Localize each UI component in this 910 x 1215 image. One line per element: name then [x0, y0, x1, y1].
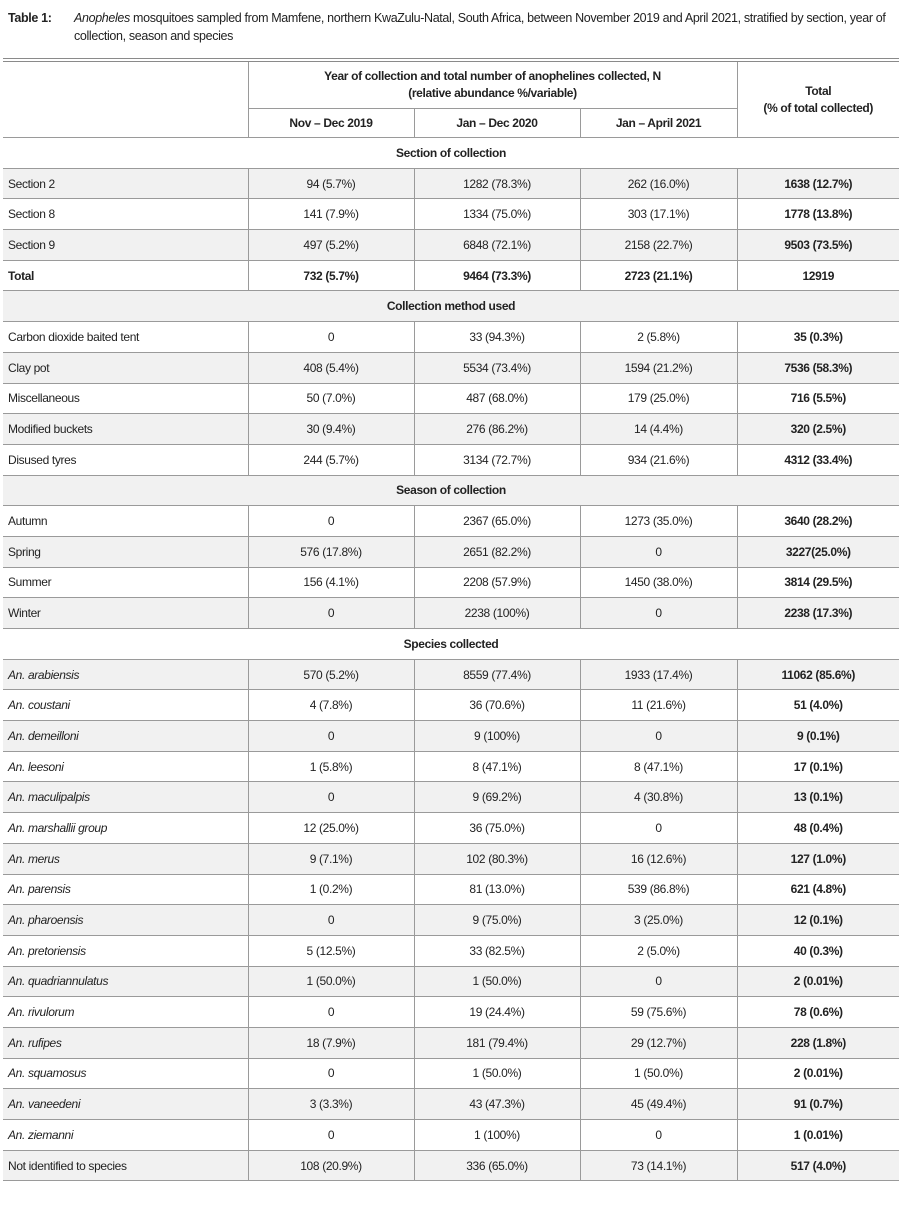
caption-text: [74, 9, 893, 45]
value-cell: 18 (7.9%): [248, 1027, 414, 1058]
header-total-line1: Total: [805, 83, 832, 98]
value-cell: 303 (17.1%): [580, 199, 737, 230]
row-label: An. quadriannulatus: [3, 966, 248, 997]
value-cell: 14 (4.4%): [580, 414, 737, 445]
table-row: [3, 1089, 899, 1120]
table-row: [3, 230, 899, 261]
total-cell: 78 (0.6%): [737, 997, 899, 1028]
value-cell: 33 (82.5%): [414, 935, 580, 966]
value-cell: 0: [248, 598, 414, 629]
value-cell: 1 (50.0%): [248, 966, 414, 997]
table-row: [3, 751, 899, 782]
row-label: An. arabiensis: [3, 659, 248, 690]
table-row: [3, 260, 899, 291]
section-title: Species collected: [3, 629, 899, 660]
value-cell: 0: [248, 506, 414, 537]
value-cell: 8559 (77.4%): [414, 659, 580, 690]
value-cell: 2 (5.0%): [580, 935, 737, 966]
total-cell: 621 (4.8%): [737, 874, 899, 905]
value-cell: 141 (7.9%): [248, 199, 414, 230]
section-title: Season of collection: [3, 475, 899, 506]
value-cell: 570 (5.2%): [248, 659, 414, 690]
value-cell: 0: [248, 997, 414, 1028]
row-label: An. squamosus: [3, 1058, 248, 1089]
table-row: [3, 721, 899, 752]
total-cell: 127 (1.0%): [737, 843, 899, 874]
row-label: An. merus: [3, 843, 248, 874]
table-row: [3, 966, 899, 997]
value-cell: 0: [248, 782, 414, 813]
header-col-2019: Nov – Dec 2019: [248, 109, 414, 138]
table-row: [3, 905, 899, 936]
table-row: [3, 414, 899, 445]
total-cell: 11062 (85.6%): [737, 659, 899, 690]
table-caption: [8, 9, 893, 45]
value-cell: 934 (21.6%): [580, 444, 737, 475]
total-cell: 17 (0.1%): [737, 751, 899, 782]
value-cell: 45 (49.4%): [580, 1089, 737, 1120]
value-cell: 4 (7.8%): [248, 690, 414, 721]
value-cell: 8 (47.1%): [414, 751, 580, 782]
header-col-2020: Jan – Dec 2020: [414, 109, 580, 138]
value-cell: 179 (25.0%): [580, 383, 737, 414]
value-cell: 29 (12.7%): [580, 1027, 737, 1058]
value-cell: 59 (75.6%): [580, 997, 737, 1028]
value-cell: 3134 (72.7%): [414, 444, 580, 475]
value-cell: 1 (50.0%): [414, 1058, 580, 1089]
header-total-line2: (% of total collected): [763, 100, 874, 115]
row-label: An. ziemanni: [3, 1120, 248, 1151]
row-label: An. pharoensis: [3, 905, 248, 936]
total-cell: 91 (0.7%): [737, 1089, 899, 1120]
caption-italic: Anopheles: [74, 11, 130, 25]
value-cell: 16 (12.6%): [580, 843, 737, 874]
value-cell: 1 (50.0%): [414, 966, 580, 997]
row-label: Miscellaneous: [3, 383, 248, 414]
total-cell: 1778 (13.8%): [737, 199, 899, 230]
value-cell: 36 (70.6%): [414, 690, 580, 721]
value-cell: 276 (86.2%): [414, 414, 580, 445]
total-cell: 517 (4.0%): [737, 1150, 899, 1181]
value-cell: 50 (7.0%): [248, 383, 414, 414]
row-label: Section 8: [3, 199, 248, 230]
table-row: [3, 935, 899, 966]
row-label: Disused tyres: [3, 444, 248, 475]
header-group-line2: (relative abundance %/variable): [408, 86, 577, 100]
row-label: Winter: [3, 598, 248, 629]
value-cell: 1450 (38.0%): [580, 567, 737, 598]
value-cell: 2651 (82.2%): [414, 536, 580, 567]
header-group: [248, 60, 737, 109]
value-cell: 9 (69.2%): [414, 782, 580, 813]
table-row: [3, 1058, 899, 1089]
total-cell: 3227(25.0%): [737, 536, 899, 567]
row-label: An. pretoriensis: [3, 935, 248, 966]
value-cell: 244 (5.7%): [248, 444, 414, 475]
row-label: Not identified to species: [3, 1150, 248, 1181]
value-cell: 6848 (72.1%): [414, 230, 580, 261]
value-cell: 94 (5.7%): [248, 168, 414, 199]
total-cell: 9 (0.1%): [737, 721, 899, 752]
total-cell: 9503 (73.5%): [737, 230, 899, 261]
table-row: [3, 444, 899, 475]
total-cell: 12 (0.1%): [737, 905, 899, 936]
section-header-row: [3, 291, 899, 322]
table-row: [3, 997, 899, 1028]
row-label: Section 2: [3, 168, 248, 199]
row-label: An. rufipes: [3, 1027, 248, 1058]
value-cell: 0: [580, 966, 737, 997]
table-row: [3, 874, 899, 905]
row-label: An. marshallii group: [3, 813, 248, 844]
row-label: An. demeilloni: [3, 721, 248, 752]
total-cell: 40 (0.3%): [737, 935, 899, 966]
table-row: [3, 536, 899, 567]
table-row: [3, 813, 899, 844]
table-row: [3, 782, 899, 813]
row-label: Spring: [3, 536, 248, 567]
row-label: Autumn: [3, 506, 248, 537]
value-cell: 1273 (35.0%): [580, 506, 737, 537]
value-cell: 1334 (75.0%): [414, 199, 580, 230]
value-cell: 3 (3.3%): [248, 1089, 414, 1120]
value-cell: 108 (20.9%): [248, 1150, 414, 1181]
row-label: An. rivulorum: [3, 997, 248, 1028]
value-cell: 732 (5.7%): [248, 260, 414, 291]
value-cell: 1282 (78.3%): [414, 168, 580, 199]
table-row: [3, 322, 899, 353]
caption-label: Table 1:: [8, 11, 52, 25]
row-label: Carbon dioxide baited tent: [3, 322, 248, 353]
value-cell: 4 (30.8%): [580, 782, 737, 813]
value-cell: 5534 (73.4%): [414, 352, 580, 383]
value-cell: 497 (5.2%): [248, 230, 414, 261]
table-row: [3, 1027, 899, 1058]
total-cell: 3640 (28.2%): [737, 506, 899, 537]
value-cell: 1594 (21.2%): [580, 352, 737, 383]
value-cell: 19 (24.4%): [414, 997, 580, 1028]
table-row: [3, 1150, 899, 1181]
total-cell: 320 (2.5%): [737, 414, 899, 445]
header-blank: [3, 60, 248, 138]
section-title: Collection method used: [3, 291, 899, 322]
value-cell: 43 (47.3%): [414, 1089, 580, 1120]
row-label: An. coustani: [3, 690, 248, 721]
value-cell: 0: [580, 598, 737, 629]
table-row: [3, 199, 899, 230]
value-cell: 0: [580, 721, 737, 752]
value-cell: 2 (5.8%): [580, 322, 737, 353]
row-label: Summer: [3, 567, 248, 598]
value-cell: 156 (4.1%): [248, 567, 414, 598]
table-row: [3, 352, 899, 383]
row-label: An. parensis: [3, 874, 248, 905]
total-cell: 2 (0.01%): [737, 966, 899, 997]
value-cell: 81 (13.0%): [414, 874, 580, 905]
total-cell: 2 (0.01%): [737, 1058, 899, 1089]
data-table: [3, 58, 899, 1181]
section-title: Section of collection: [3, 138, 899, 169]
value-cell: 9 (75.0%): [414, 905, 580, 936]
section-header-row: [3, 629, 899, 660]
value-cell: 0: [248, 1058, 414, 1089]
value-cell: 9 (7.1%): [248, 843, 414, 874]
row-label: Section 9: [3, 230, 248, 261]
value-cell: 0: [248, 721, 414, 752]
value-cell: 0: [580, 536, 737, 567]
table-row: [3, 843, 899, 874]
row-label: An. maculipalpis: [3, 782, 248, 813]
total-cell: 35 (0.3%): [737, 322, 899, 353]
table-row: [3, 690, 899, 721]
value-cell: 0: [248, 1120, 414, 1151]
table-row: [3, 168, 899, 199]
value-cell: 1 (50.0%): [580, 1058, 737, 1089]
row-label: Total: [3, 260, 248, 291]
value-cell: 0: [248, 905, 414, 936]
total-cell: 48 (0.4%): [737, 813, 899, 844]
table-row: [3, 567, 899, 598]
header-total: [737, 60, 899, 138]
header-col-2021: Jan – April 2021: [580, 109, 737, 138]
value-cell: 336 (65.0%): [414, 1150, 580, 1181]
table-row: [3, 598, 899, 629]
value-cell: 33 (94.3%): [414, 322, 580, 353]
value-cell: 2158 (22.7%): [580, 230, 737, 261]
header-group-line1: Year of collection and total number of anophelines collected, N: [324, 69, 661, 83]
value-cell: 0: [580, 1120, 737, 1151]
value-cell: 36 (75.0%): [414, 813, 580, 844]
value-cell: 1 (5.8%): [248, 751, 414, 782]
value-cell: 2723 (21.1%): [580, 260, 737, 291]
section-header-row: [3, 138, 899, 169]
value-cell: 0: [580, 813, 737, 844]
row-label: An. vaneedeni: [3, 1089, 248, 1120]
total-cell: 3814 (29.5%): [737, 567, 899, 598]
value-cell: 5 (12.5%): [248, 935, 414, 966]
total-cell: 2238 (17.3%): [737, 598, 899, 629]
table-row: [3, 506, 899, 537]
total-cell: 13 (0.1%): [737, 782, 899, 813]
value-cell: 2367 (65.0%): [414, 506, 580, 537]
total-cell: 1638 (12.7%): [737, 168, 899, 199]
total-cell: 1 (0.01%): [737, 1120, 899, 1151]
value-cell: 8 (47.1%): [580, 751, 737, 782]
value-cell: 487 (68.0%): [414, 383, 580, 414]
value-cell: 181 (79.4%): [414, 1027, 580, 1058]
value-cell: 12 (25.0%): [248, 813, 414, 844]
section-header-row: [3, 475, 899, 506]
value-cell: 11 (21.6%): [580, 690, 737, 721]
row-label: Clay pot: [3, 352, 248, 383]
value-cell: 2208 (57.9%): [414, 567, 580, 598]
value-cell: 9 (100%): [414, 721, 580, 752]
total-cell: 716 (5.5%): [737, 383, 899, 414]
table-row: [3, 659, 899, 690]
value-cell: 0: [248, 322, 414, 353]
table-row: [3, 383, 899, 414]
total-cell: 7536 (58.3%): [737, 352, 899, 383]
total-cell: 51 (4.0%): [737, 690, 899, 721]
value-cell: 3 (25.0%): [580, 905, 737, 936]
value-cell: 9464 (73.3%): [414, 260, 580, 291]
value-cell: 2238 (100%): [414, 598, 580, 629]
value-cell: 539 (86.8%): [580, 874, 737, 905]
value-cell: 73 (14.1%): [580, 1150, 737, 1181]
total-cell: 4312 (33.4%): [737, 444, 899, 475]
row-label: Modified buckets: [3, 414, 248, 445]
value-cell: 102 (80.3%): [414, 843, 580, 874]
row-label: An. leesoni: [3, 751, 248, 782]
caption-rest: mosquitoes sampled from Mamfene, northern KwaZulu-Natal, South Africa, between November 2019 and April 2021, stratified by section, year of collection, season and species: [74, 11, 886, 43]
table-row: [3, 1120, 899, 1151]
value-cell: 262 (16.0%): [580, 168, 737, 199]
value-cell: 1 (100%): [414, 1120, 580, 1151]
table-body: [3, 138, 899, 1181]
total-cell: 228 (1.8%): [737, 1027, 899, 1058]
value-cell: 30 (9.4%): [248, 414, 414, 445]
value-cell: 1933 (17.4%): [580, 659, 737, 690]
value-cell: 408 (5.4%): [248, 352, 414, 383]
value-cell: 576 (17.8%): [248, 536, 414, 567]
total-cell: 12919: [737, 260, 899, 291]
value-cell: 1 (0.2%): [248, 874, 414, 905]
